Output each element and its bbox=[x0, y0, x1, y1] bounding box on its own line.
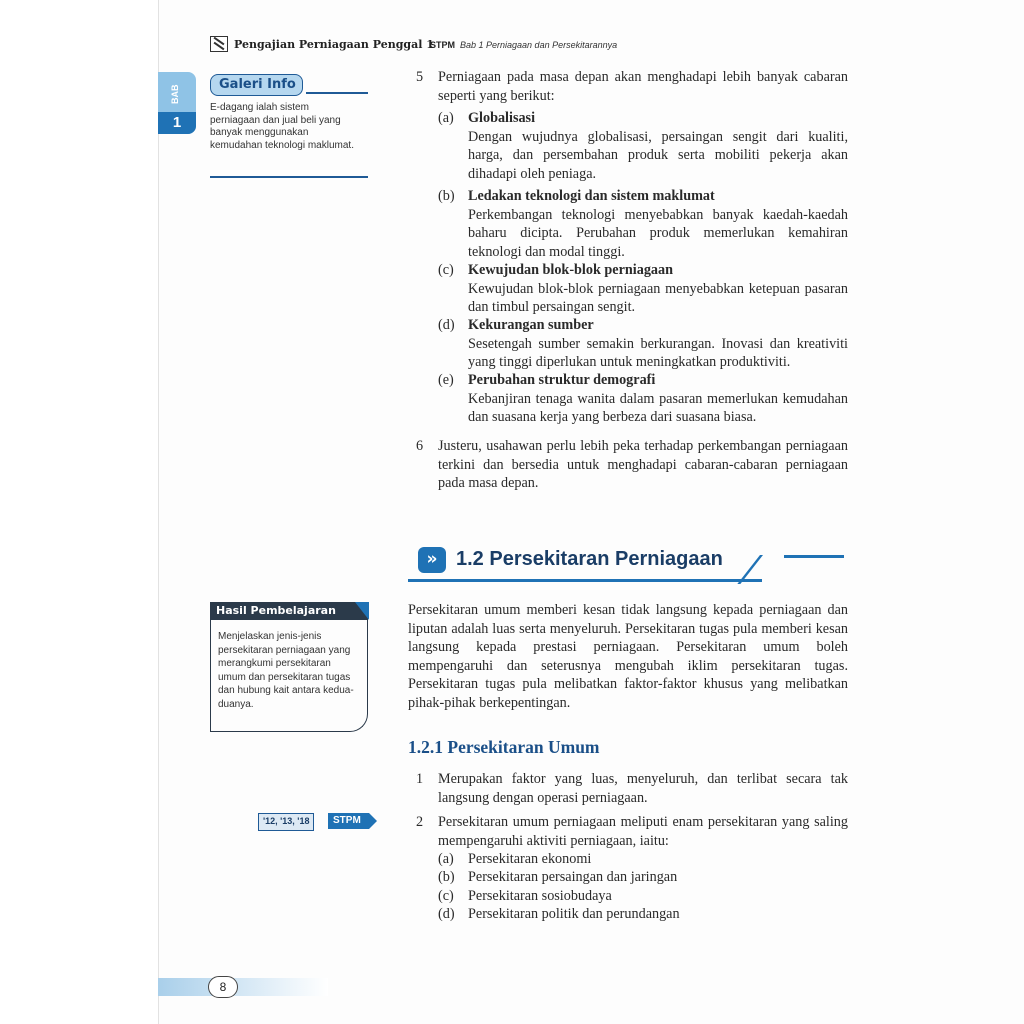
challenge-title: Kekurangan sumber bbox=[468, 317, 594, 333]
galeri-info-text: E-dagang ialah sistem perniagaan dan jual beli yang banyak menggunakan kemudahan teknologi maklumat. bbox=[210, 102, 354, 151]
item-number: 6 bbox=[416, 438, 424, 454]
challenge-letter: (c) bbox=[438, 262, 454, 278]
page-number: 8 bbox=[208, 976, 238, 998]
challenge-letter: (a) bbox=[438, 110, 454, 126]
challenge-text: Dengan wujudnya globalisasi, persaingan sengit dari kualiti, harga, dan persembahan produk serta mobiliti pekerja akan dihadapi oleh peniaga. bbox=[468, 128, 848, 182]
challenge-text: Sesetengah sumber semakin berkurangan. Inovasi dan kreativiti yang tinggi diperlukan untuk meningkatkan produktiviti. bbox=[468, 335, 848, 370]
challenge-letter: (b) bbox=[438, 188, 455, 204]
challenge-text: Kebanjiran tenaga wanita dalam pasaran memerlukan kemudahan dan suasana kerja yang berbeza dari suasana biasa. bbox=[468, 390, 848, 425]
challenge-title: Perubahan struktur demografi bbox=[468, 372, 656, 388]
section-heading bbox=[408, 545, 848, 585]
chapter-tab-word: BAB bbox=[170, 84, 180, 104]
publisher-logo-icon bbox=[210, 36, 228, 52]
stpm-label: STPM bbox=[328, 813, 369, 829]
environment-letter: (b) bbox=[438, 869, 455, 885]
item-number: 2 bbox=[416, 814, 424, 830]
environment-text: Persekitaran sosiobudaya bbox=[468, 888, 612, 904]
environment-letter: (c) bbox=[438, 888, 454, 904]
challenge-letter: (d) bbox=[438, 317, 455, 333]
item-text: Perniagaan pada masa depan akan menghadapi lebih banyak cabaran seperti yang berikut: bbox=[438, 69, 848, 104]
double-chevron-icon: » bbox=[418, 547, 446, 573]
section-overline bbox=[784, 555, 844, 558]
learning-outcome-text: Menjelaskan jenis-jenis persekitaran perniagaan yang merangkumi persekitaran umum dan persekitaran tugas dan hubung kait antara kedua-duanya. bbox=[218, 631, 354, 710]
environment-text: Persekitaran ekonomi bbox=[468, 851, 592, 867]
challenge-text: Kewujudan blok-blok perniagaan menyebabkan ketepuan pasaran dan timbul persaingan sengit. bbox=[468, 280, 848, 315]
book-title: Pengajian Perniagaan Penggal 1 bbox=[234, 38, 434, 51]
item-number: 5 bbox=[416, 69, 424, 85]
galeri-info-box bbox=[210, 72, 370, 180]
item-text: Justeru, usahawan perlu lebih peka terhadap perkembangan perniagaan terkini dan bersedia untuk menghadapi cabaran-cabaran perniagaan pada masa depan. bbox=[438, 438, 848, 491]
header-stpm: STPM bbox=[430, 40, 456, 50]
galeri-info-rule bbox=[306, 92, 368, 94]
galeri-info-title: Galeri Info bbox=[210, 74, 303, 96]
environment-letter: (d) bbox=[438, 906, 455, 922]
challenge-letter: (e) bbox=[438, 372, 454, 388]
item-number: 1 bbox=[416, 771, 424, 787]
chapter-tab-number: 1 bbox=[158, 112, 196, 134]
learning-outcome-title: Hasil Pembelajaran bbox=[210, 602, 368, 620]
environment-letter: (a) bbox=[438, 851, 454, 867]
chapter-title: Bab 1 Perniagaan dan Persekitarannya bbox=[460, 40, 618, 50]
subsection-title: 1.2.1 Persekitaran Umum bbox=[408, 737, 600, 757]
page-edge bbox=[158, 0, 159, 1024]
challenge-text: Perkembangan teknologi menyebabkan banyak kaedah-kaedah baharu dicipta. Perubahan produk memerlukan kemahiran teknologi dan modal tinggi. bbox=[468, 206, 848, 260]
environment-text: Persekitaran politik dan perundangan bbox=[468, 906, 680, 922]
environment-text: Persekitaran persaingan dan jaringan bbox=[468, 869, 678, 885]
section-underline bbox=[408, 579, 762, 582]
item-text: Persekitaran umum perniagaan meliputi enam persekitaran yang saling mempengaruhi aktiviti perniagaan, iaitu: bbox=[438, 814, 848, 849]
challenge-title: Globalisasi bbox=[468, 110, 536, 126]
page-number-bar bbox=[158, 978, 328, 996]
galeri-info-bottom-rule bbox=[210, 176, 368, 178]
item-text: Merupakan faktor yang luas, menyeluruh, dan terlibat secara tak langsung dengan operasi perniagaan. bbox=[438, 771, 848, 806]
running-header bbox=[210, 36, 850, 56]
challenge-title: Kewujudan blok-blok perniagaan bbox=[468, 262, 673, 278]
section-title: 1.2 Persekitaran Perniagaan bbox=[456, 548, 723, 570]
stpm-exam-years: '12, '13, '18 bbox=[258, 813, 314, 831]
section-intro-paragraph: Persekitaran umum memberi kesan tidak langsung kepada perniagaan dan liputan adalah luas serta menyeluruh. Persekitaran tugas pula memberi kesan langsung kepada prestasi perniagaan. Persekitaran umum boleh mempengaruhi dan seterusnya mengubah iklim persekitaran tugas. Persekitaran tugas pula melibatkan faktor-faktor khusus yang melibatkan pihak-pihak berkepentingan. bbox=[408, 602, 848, 711]
challenge-title: Ledakan teknologi dan sistem maklumat bbox=[468, 188, 715, 204]
learning-outcome-box bbox=[210, 602, 370, 734]
